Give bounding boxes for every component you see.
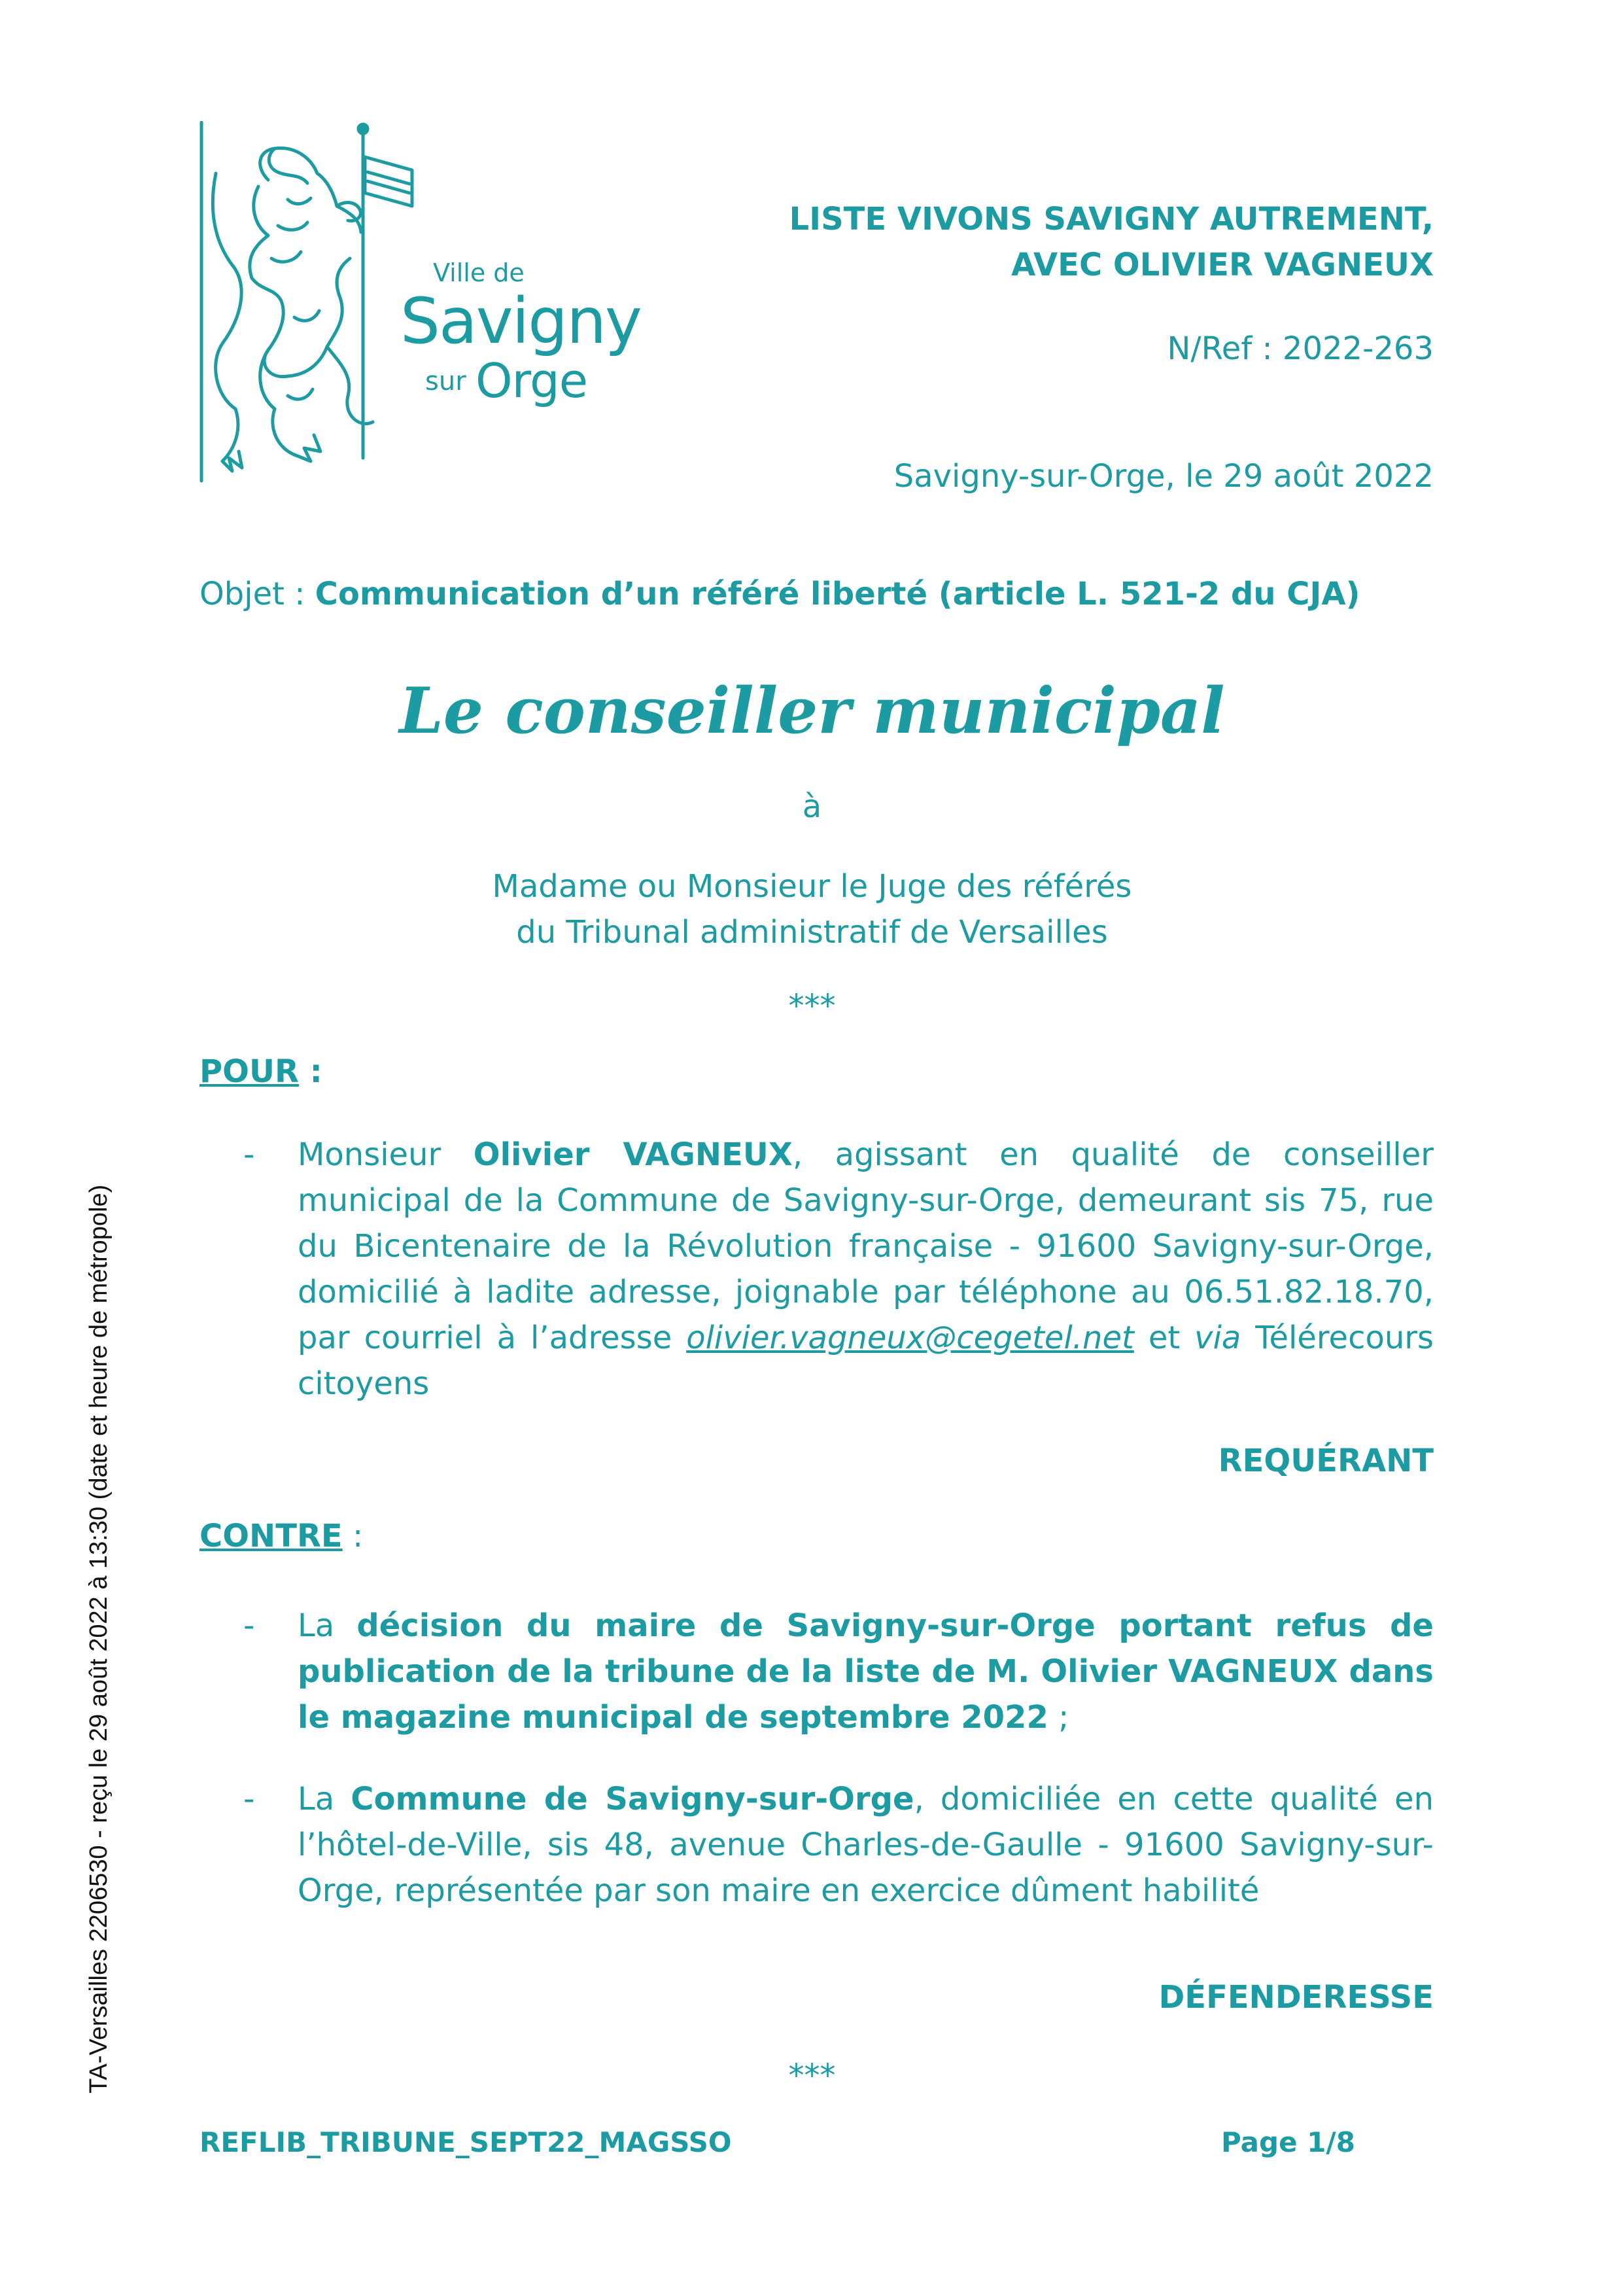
requerant-name: Olivier VAGNEUX <box>473 1136 793 1173</box>
logo-sur: sur <box>425 366 466 396</box>
commune-description <box>298 1776 1434 1914</box>
requerant-description <box>298 1132 1434 1407</box>
requerant-role: REQUÉRANT <box>1218 1443 1434 1479</box>
decision-text: décision du maire de Savigny-sur-Orge portant refus de publication de la tribune de la liste de M. Olivier VAGNEUX dans le magazine municipal de septembre 2022 <box>298 1607 1434 1736</box>
decision-prefix: La <box>298 1607 357 1644</box>
letter-date: Savigny-sur-Orge, le 29 août 2022 <box>893 458 1434 495</box>
list-dash: - <box>243 1781 255 1817</box>
subject-label: Objet : <box>199 576 315 612</box>
requerant-and: et <box>1133 1320 1195 1356</box>
email-link[interactable]: olivier.vagneux@cegetel.net <box>686 1320 1134 1356</box>
contre-heading <box>199 1518 363 1554</box>
logo-ville-de: Ville de <box>433 258 525 287</box>
recipient <box>0 864 1624 955</box>
court-receipt-stamp: TA-Versailles 2206530 - reçu le 29 août 2022 à 13:30 (date et heure de métropole) <box>85 1184 112 2094</box>
subject-line <box>199 576 1442 612</box>
defenderesse-role: DÉFENDERESSE <box>1158 1979 1434 2016</box>
requerant-details: , agissant en qualité de conseiller municipal de la Commune de Savigny-sur-Orge, demeurant sis 75, rue du Bicentenaire de la Révolution française - 91600 Savigny-sur-Orge, domicilié à ladite adresse, joignable par téléphone au 06.51.82.18.70, par courriel à l’adresse <box>298 1136 1434 1356</box>
decision-description <box>298 1603 1434 1740</box>
commune-prefix: La <box>298 1781 351 1817</box>
footer-reference: REFLIB_TRIBUNE_SEPT22_MAGSSO <box>199 2126 732 2158</box>
contre-label: CONTRE <box>199 1518 343 1554</box>
commune-details: , domiciliée en cette qualité en l’hôtel-de-Ville, sis 48, avenue Charles-de-Gaulle - 91600 Savigny-sur-Orge, représentée par son maire en exercice dûment habilité <box>298 1781 1434 1909</box>
logo-orge: Orge <box>475 353 588 408</box>
separator-bottom: *** <box>788 2058 836 2094</box>
list-dash: - <box>243 1136 255 1173</box>
commune-name: Commune de Savigny-sur-Orge <box>351 1781 914 1817</box>
reference-number: N/Ref : 2022-263 <box>1167 330 1434 367</box>
contre-colon: : <box>342 1518 364 1554</box>
requerant-telerecours: Télérecours citoyens <box>298 1320 1434 1402</box>
logo-savigny: Savigny <box>400 285 641 358</box>
list-item <box>243 1603 1434 1740</box>
requerant-via: via <box>1194 1320 1241 1356</box>
subject-text: Communication d’un référé liberté (article L. 521-2 du CJA) <box>315 576 1360 612</box>
list-name-line1: LISTE VIVONS SAVIGNY AUTREMENT, <box>789 201 1434 237</box>
requerant-prefix: Monsieur <box>298 1136 474 1173</box>
pour-colon: : <box>298 1053 322 1090</box>
to-word: à <box>802 788 822 825</box>
list-name-heading <box>654 196 1434 288</box>
pour-heading <box>199 1053 322 1090</box>
recipient-line1: Madame ou Monsieur le Juge des référés <box>492 868 1132 905</box>
decision-suffix: ; <box>1048 1699 1069 1736</box>
recipient-line2: du Tribunal administratif de Versailles <box>516 914 1108 951</box>
list-item <box>243 1132 1434 1407</box>
list-name-line2: AVEC OLIVIER VAGNEUX <box>1011 247 1434 283</box>
page-number: Page 1/8 <box>1221 2126 1355 2158</box>
pour-label: POUR <box>199 1053 299 1090</box>
separator-top: *** <box>788 988 836 1025</box>
list-dash: - <box>243 1607 255 1644</box>
list-item <box>243 1776 1434 1914</box>
sender-title: Le conseiller municipal <box>399 674 1225 748</box>
